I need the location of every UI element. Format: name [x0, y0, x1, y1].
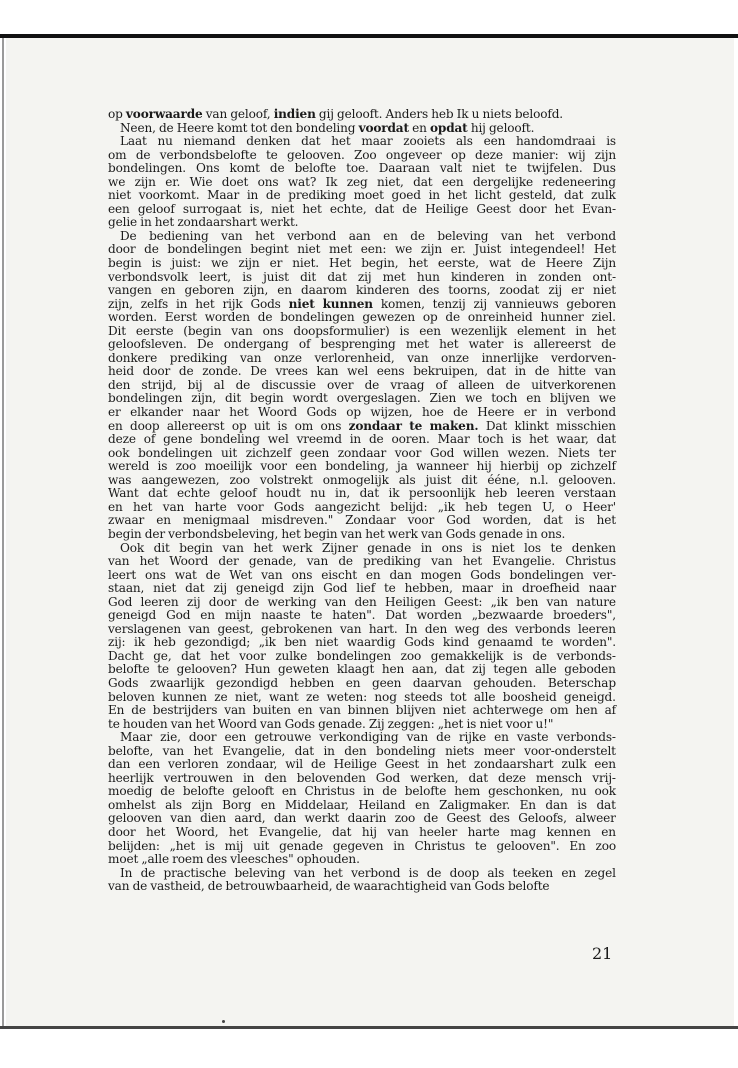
paper-speck [222, 1020, 225, 1023]
text-line: God leeren zij door de werking van den Heiligen Geest: „ik ben van nature [108, 594, 616, 609]
text-line: geloofsleven. De ondergang of besprenging met het water is allereerst de [108, 337, 616, 352]
text-line: van het Woord der genade, van de prediking van het Evangelie. Christus [108, 554, 616, 569]
body-text [108, 108, 616, 894]
text-line: deze of gene bondeling wel vreemd in de ooren. Maar toch is het waar, dat [108, 432, 616, 447]
scan-bottom-border [0, 1026, 738, 1029]
text-line: op voorwaarde van geloof, indien gij gelooft. Anders heb Ik u niets beloofd. [108, 107, 564, 121]
text-line: verslagenen van geest, gebrokenen van hart. In den weg des verbonds leeren [108, 621, 616, 636]
text-line: niet voorkomt. Maar in de prediking moet goed in het licht gesteld, dat zulk [108, 188, 616, 203]
text-line: begin is juist: we zijn er niet. Het begin, het eerste, wat de Heere Zijn [108, 256, 616, 271]
text-line: verbondsvolk leert, is juist dit dat zij met hun kinderen in zonden ont- [108, 269, 616, 284]
text-line: wereld is zoo moeilijk voor een bondeling, ja wanneer hij hierbij op zichzelf [108, 459, 616, 474]
text-line: begin der verbondsbeleving, het begin van het werk van Gods genade in ons. [108, 526, 566, 541]
page-number: 21 [592, 944, 613, 963]
text-line: om de verbondsbelofte te gelooven. Zoo ongeveer op deze manier: wij zijn [108, 147, 616, 162]
text-line: worden. Eerst worden de bondelingen gewezen op de onreinheid hunner ziel. [108, 310, 616, 325]
text-line: leert ons wat de Wet van ons eischt en dan mogen Gods bondelingen ver- [108, 567, 616, 582]
text-line: gelooven van dien aard, dan werkt daarin zoo de Geest des Geloofs, alweer [108, 811, 616, 826]
text-line: moet „alle roem des vleesches" ophouden. [108, 852, 360, 867]
text-line: bondelingen zijn, dit begin wordt overgeslagen. Zien we toch en blijven we [108, 391, 616, 406]
text-line: Neen, de Heere komt tot den bondeling voordat en opdat hij gelooft. [120, 120, 535, 135]
text-line: beloven kunnen ze niet, want ze weten: nog steeds tot alle boosheid geneigd. [108, 689, 616, 704]
text-line: heerlijk vertrouwen in den belovenden God werken, dat deze mensch vrij- [108, 770, 616, 785]
text-line: Dacht ge, dat het voor zulke bondelingen zoo gemakkelijk is de verbonds- [108, 648, 616, 663]
text-line: den strijd, bij al de discussie over de vraag of alleen de uitverkorenen [108, 377, 616, 392]
text-line: belofte te gelooven? Hun geweten klaagt hen aan, dat zij tegen alle geboden [108, 662, 616, 677]
text-line: belofte, van het Evangelie, dat in den bondeling niets meer voor-onderstelt [108, 743, 616, 758]
text-line: moedig de belofte gelooft en Christus in de belofte hem geschonken, nu ook [108, 784, 616, 799]
text-line: Maar zie, door een getrouwe verkondiging van de rijke en vaste verbonds- [120, 730, 616, 745]
text-line: te houden van het Woord van Gods genade. Zij zeggen: „het is niet voor u!" [108, 716, 554, 731]
text-line: vangen en geboren zijn, en daarom kinderen des toorns, zoodat zij er niet [108, 283, 616, 298]
text-line: zwaar en menigmaal misdreven." Zondaar voor God worden, dat is het [108, 513, 616, 528]
text-line: belijden: „het is mij uit genade gegeven in Christus te gelooven". En zoo [108, 838, 616, 853]
text-line: geneigd God en mijn naaste te haten". Dat worden „bezwaarde broeders", [108, 608, 616, 623]
text-line: bondelingen. Ons komt de belofte toe. Daaraan valt niet te twijfelen. Dus [108, 161, 616, 176]
text-line: er elkander naar het Woord Gods op wijzen, hoe de Heere er in verbond [108, 405, 616, 420]
text-line: was aangewezen, zoo volstrekt onmogelijk als juist dit ééne, n.l. gelooven. [108, 472, 616, 487]
text-line: zijn, zelfs in het rijk Gods niet kunnen komen, tenzij zij vannieuws geboren [108, 296, 616, 311]
text-line: gelie in het zondaarshart werkt. [108, 215, 299, 230]
text-line: we zijn er. Wie doet ons wat? Ik zeg niet, dat een dergelijke redeneering [108, 174, 616, 189]
text-line: omhelst als zijn Borg en Middelaar, Heiland en Zaligmaker. En dan is dat [108, 797, 616, 812]
text-line: staan, niet dat zij geneigd zijn God lief te hebben, maar in droefheid naar [108, 581, 616, 596]
page-spine-edge [2, 38, 4, 1028]
text-line: De bediening van het verbond aan en de beleving van het verbond [120, 228, 616, 243]
text-line: heid door de zonde. De vrees kan wel eens bekruipen, dat in de hitte van [108, 364, 616, 379]
text-line: Want dat echte geloof houdt nu in, dat ik persoonlijk heb leeren verstaan [108, 486, 616, 501]
text-line: en het van harte voor Gods aangezicht belijd: „ik heb tegen U, o Heer' [108, 499, 616, 514]
text-line: Gods zwaarlijk gezondigd hebben en geen daarvan gehouden. Beterschap [108, 675, 616, 690]
text-line: door de bondelingen begint niet met een: we zijn er. Juist integendeel! Het [108, 242, 616, 257]
text-line: Ook dit begin van het werk Zijner genade in ons is niet los te denken [120, 540, 616, 555]
text-line: Laat nu niemand denken dat het maar zooiets als een handomdraai is [120, 134, 616, 149]
text-line: En de bestrijders van buiten en van binnen blijven niet achterwege om hen af [108, 703, 616, 718]
text-line: een geloof surrogaat is, niet het echte, dat de Heilige Geest door het Evan- [108, 201, 616, 216]
text-line: donkere prediking van onze verlorenheid, van onze innerlijke verdorven- [108, 350, 616, 365]
text-line: door het Woord, het Evangelie, dat hij van heeler harte mag kennen en [108, 824, 616, 839]
text-line: In de practische beleving van het verbond is de doop als teeken en zegel [120, 865, 616, 880]
text-line: dan een verloren zondaar, wil de Heilige Geest in het zondaarshart zulk een [108, 757, 616, 772]
text-line: zij: ik heb gezondigd; „ik ben niet waardig Gods kind genaamd te worden". [108, 635, 616, 650]
text-line: en doop allereerst op uit is om ons zondaar te maken. Dat klinkt misschien [108, 418, 616, 433]
text-line: van de vastheid, de betrouwbaarheid, de waarachtigheid van Gods belofte [108, 879, 550, 894]
text-line: ook bondelingen uit zichzelf geen zondaar voor God willen wezen. Niets ter [108, 445, 616, 460]
text-line: Dit eerste (begin van ons doopsformulier) is een wezenlijk element in het [108, 323, 616, 338]
